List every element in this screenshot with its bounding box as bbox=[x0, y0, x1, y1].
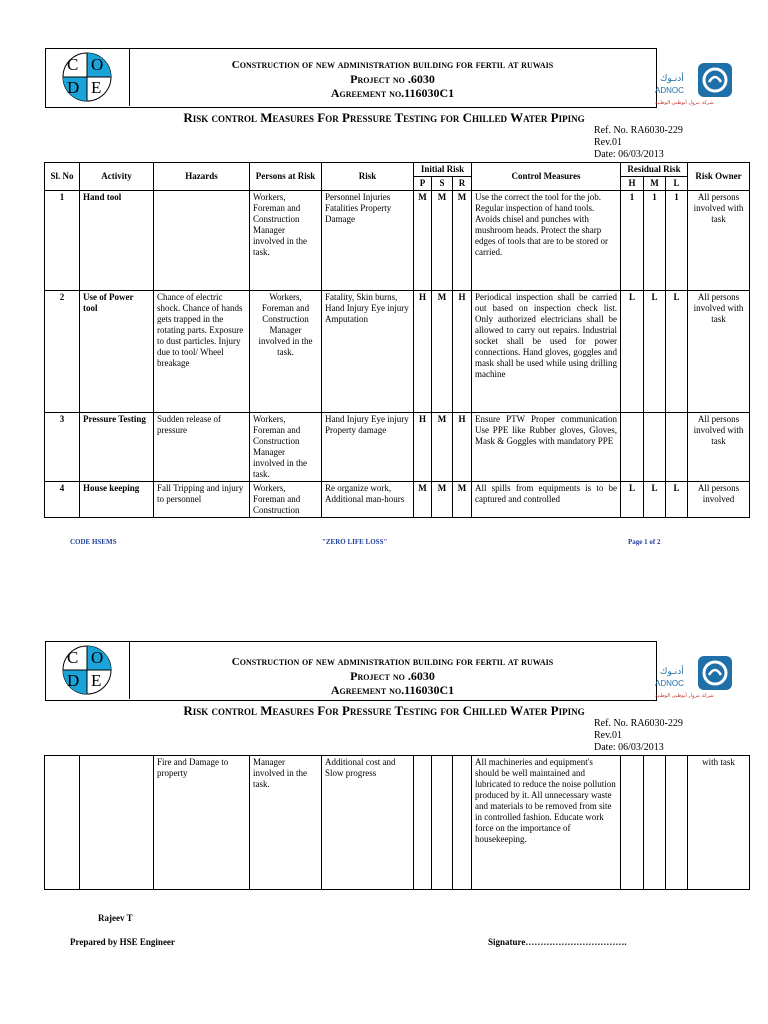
risk-table-page1 bbox=[44, 162, 750, 518]
row-risk: Hand Injury Eye injury Property damage bbox=[322, 413, 414, 482]
footer-left: CODE HSEMS bbox=[70, 538, 117, 546]
row-r: M bbox=[453, 191, 472, 291]
adnoc-arabic-long: شركة بترول أبوظبي الوطنية bbox=[655, 693, 714, 699]
ref-block-2 bbox=[594, 718, 683, 754]
row-p: M bbox=[414, 191, 432, 291]
table-row bbox=[45, 191, 750, 291]
logo-letter-c: C bbox=[67, 55, 79, 74]
row-r: H bbox=[453, 291, 472, 413]
code-logo-2 bbox=[57, 645, 117, 695]
row-h bbox=[621, 413, 644, 482]
row-activity: Hand tool bbox=[80, 191, 154, 291]
adnoc-logo-icon bbox=[697, 62, 733, 98]
row-s: M bbox=[432, 291, 453, 413]
row-hazards: Fall Tripping and injury to personnel bbox=[154, 482, 250, 518]
row-risk: Additional cost and Slow progress bbox=[322, 756, 414, 890]
row-control: Use the correct the tool for the job. Regular inspection of hand tools. Avoids chisel and punches with mushroom heads. Protect the sharp edges of tools that are to be stored or carried. bbox=[472, 191, 621, 291]
row-control: Periodical inspection shall be carried out based on inspection check list. Only authorized electricians shall be allowed to carry out repairs. Industrial socket shall be used for power connections. Hand gloves, goggles and mask shall be used while using drilling machine bbox=[472, 291, 621, 413]
row-control: All spills from equipments is to be captured and controlled bbox=[472, 482, 621, 518]
logo-letter-d: D bbox=[67, 671, 80, 690]
row-m: 1 bbox=[644, 191, 666, 291]
ref-number: Ref. No. RA6030-229 bbox=[594, 718, 683, 729]
prepared-by-label: Prepared by HSE Engineer bbox=[70, 937, 175, 947]
row-h: L bbox=[621, 291, 644, 413]
row-r: M bbox=[453, 482, 472, 518]
logo-letter-e: E bbox=[91, 671, 102, 690]
project-titles-2 bbox=[130, 655, 655, 697]
row-persons: Workers, Foreman and Construction bbox=[250, 482, 322, 518]
adnoc-arabic-long: شركة بترول أبوظبي الوطنية bbox=[655, 100, 714, 106]
project-title-line1: Construction of new administration building for fertil at ruwais bbox=[231, 656, 554, 668]
adnoc-name: ADNOC bbox=[655, 679, 684, 688]
row-hazards bbox=[154, 191, 250, 291]
row-m: L bbox=[644, 482, 666, 518]
row-sl: 2 bbox=[45, 291, 80, 413]
col-m: M bbox=[644, 177, 666, 191]
col-persons: Persons at Risk bbox=[250, 163, 322, 191]
row-l: L bbox=[666, 482, 688, 518]
row-control: All machineries and equipment's should be well maintained and lubricated to reduce the noise pollution produced by it. All unnecessary waste and materials to be removed from site in controlled fashion. Educate work force on the importance of housekeeping. bbox=[472, 756, 621, 890]
row-hazards: Sudden release of pressure bbox=[154, 413, 250, 482]
col-owner: Risk Owner bbox=[688, 163, 750, 191]
project-title-line1: Construction of new administration building for fertil at ruwais bbox=[231, 59, 554, 71]
row-m: L bbox=[644, 291, 666, 413]
table-row bbox=[45, 413, 750, 482]
row-sl bbox=[45, 756, 80, 890]
project-title-line3: Agreement no.116030C1 bbox=[330, 683, 455, 697]
row-control: Ensure PTW Proper communication Use PPE like Rubber gloves, Gloves, Mask & Goggles with mandatory PPE bbox=[472, 413, 621, 482]
row-h bbox=[621, 756, 644, 890]
logo-letter-o: O bbox=[91, 55, 104, 74]
row-activity: Use of Power tool bbox=[80, 291, 154, 413]
row-p: H bbox=[414, 413, 432, 482]
table-row bbox=[45, 291, 750, 413]
project-title-line2: Project no .6030 bbox=[350, 72, 435, 86]
project-title-line2: Project no .6030 bbox=[350, 669, 435, 683]
col-l: L bbox=[666, 177, 688, 191]
row-risk: Re organize work, Additional man-hours bbox=[322, 482, 414, 518]
revision: Rev.01 bbox=[594, 730, 622, 741]
row-owner: All persons involved with task bbox=[688, 413, 750, 482]
row-sl: 1 bbox=[45, 191, 80, 291]
signature-line: Signature……………………………. bbox=[488, 937, 627, 947]
row-l bbox=[666, 413, 688, 482]
col-p: P bbox=[414, 177, 432, 191]
row-hazards: Fire and Damage to property bbox=[154, 756, 250, 890]
adnoc-arabic-short: أدنـوك bbox=[660, 667, 684, 677]
row-l: 1 bbox=[666, 191, 688, 291]
row-m bbox=[644, 756, 666, 890]
row-owner: with task bbox=[688, 756, 750, 890]
col-s: S bbox=[432, 177, 453, 191]
row-owner: All persons involved with task bbox=[688, 291, 750, 413]
row-risk: Personnel Injuries Fatalities Property Damage bbox=[322, 191, 414, 291]
row-s: M bbox=[432, 413, 453, 482]
col-risk: Risk bbox=[322, 163, 414, 191]
logo-letter-o: O bbox=[91, 648, 104, 667]
document-title-2: Risk control Measures For Pressure Testing for Chilled Water Piping bbox=[183, 703, 585, 718]
col-hazards: Hazards bbox=[154, 163, 250, 191]
col-residual-risk: Residual Risk bbox=[621, 163, 688, 177]
row-persons: Manager involved in the task. bbox=[250, 756, 322, 890]
project-title-line3: Agreement no.116030C1 bbox=[330, 86, 455, 100]
row-activity bbox=[80, 756, 154, 890]
row-persons: Workers, Foreman and Construction Manager involved in the task. bbox=[250, 413, 322, 482]
document-title: Risk control Measures For Pressure Testing for Chilled Water Piping bbox=[183, 110, 585, 125]
col-initial-risk: Initial Risk bbox=[414, 163, 472, 177]
row-sl: 3 bbox=[45, 413, 80, 482]
row-h: 1 bbox=[621, 191, 644, 291]
date: Date: 06/03/2013 bbox=[594, 149, 664, 160]
row-activity: House keeping bbox=[80, 482, 154, 518]
row-owner: All persons involved with task bbox=[688, 191, 750, 291]
revision: Rev.01 bbox=[594, 137, 622, 148]
col-sl: Sl. No bbox=[45, 163, 80, 191]
row-h: L bbox=[621, 482, 644, 518]
row-s: M bbox=[432, 482, 453, 518]
code-logo bbox=[57, 52, 117, 102]
ref-block bbox=[594, 125, 683, 161]
project-titles bbox=[130, 58, 655, 100]
adnoc-arabic-short: أدنـوك bbox=[660, 74, 684, 84]
preparer-name: Rajeev T bbox=[98, 913, 133, 923]
row-l: L bbox=[666, 291, 688, 413]
row-risk: Fatality, Skin burns, Hand Injury Eye injury Amputation bbox=[322, 291, 414, 413]
row-s bbox=[432, 756, 453, 890]
table-row bbox=[45, 756, 750, 890]
row-r: H bbox=[453, 413, 472, 482]
col-h: H bbox=[621, 177, 644, 191]
logo-letter-e: E bbox=[91, 78, 102, 97]
row-r bbox=[453, 756, 472, 890]
footer-right: Page 1 of 2 bbox=[628, 538, 661, 546]
adnoc-logo-icon bbox=[697, 655, 733, 691]
table-row bbox=[45, 482, 750, 518]
row-persons: Workers, Foreman and Construction Manager involved in the task. bbox=[250, 191, 322, 291]
row-owner: All persons involved bbox=[688, 482, 750, 518]
row-l bbox=[666, 756, 688, 890]
row-hazards: Chance of electric shock. Chance of hands gets trapped in the rotating parts. Exposure to dust particles. Injury due to tool/ Wheel breakage bbox=[154, 291, 250, 413]
adnoc-name: ADNOC bbox=[655, 86, 684, 95]
row-p: M bbox=[414, 482, 432, 518]
row-persons: Workers, Foreman and Construction Manager involved in the task. bbox=[250, 291, 322, 413]
col-control: Control Measures bbox=[472, 163, 621, 191]
risk-table-page2 bbox=[44, 755, 750, 890]
footer-center: "ZERO LIFE LOSS" bbox=[322, 538, 388, 546]
row-s: M bbox=[432, 191, 453, 291]
col-activity: Activity bbox=[80, 163, 154, 191]
logo-letter-c: C bbox=[67, 648, 79, 667]
row-p bbox=[414, 756, 432, 890]
row-m bbox=[644, 413, 666, 482]
row-p: H bbox=[414, 291, 432, 413]
col-r: R bbox=[453, 177, 472, 191]
row-sl: 4 bbox=[45, 482, 80, 518]
row-activity: Pressure Testing bbox=[80, 413, 154, 482]
date: Date: 06/03/2013 bbox=[594, 742, 664, 753]
ref-number: Ref. No. RA6030-229 bbox=[594, 125, 683, 136]
logo-letter-d: D bbox=[67, 78, 80, 97]
